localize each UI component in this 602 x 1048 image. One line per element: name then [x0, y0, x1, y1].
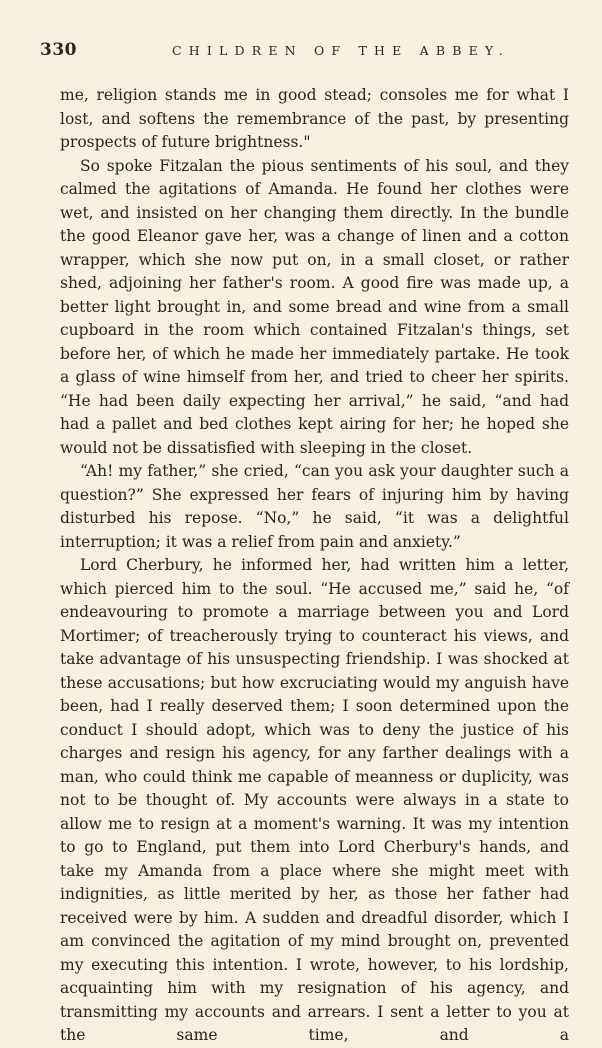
paragraph: me, religion stands me in good stead; consoles me for what I lost, and softens the remembrance of the past, by presenting prospects of future brightness."	[60, 86, 569, 151]
body-text	[60, 84, 569, 1048]
page-header	[40, 40, 570, 64]
paragraph: Lord Cherbury, he informed her, had written him a letter, which pierced him to the soul. “He accused me,” said he, “of endeavouring to promote a marriage between you and Lord Mortimer; of treacherously trying to counteract his views, and take advantage of his unsuspecting friendship. I was shocked at these accusations; but how excruciating would my anguish have been, had I really deserved them; I soon determined upon the conduct I should adopt, which was to deny the justice of his charges and resign his agency, for any farther dealings with a man, who could think me capable of meanness or duplicity, was not to be thought of. My accounts were always in a state to allow me to resign at a moment's warning. It was my intention to go to England, put them into Lord Cherbury's hands, and take my Amanda from a place where she might meet with indignities, as little merited by her, as those her father had received were by him. A sudden and dreadful disorder, which I am convinced the agitation of my mind brought on, prevented my executing this intention. I wrote, however, to his lordship, acquainting him with my resignation of his agency, and transmitting my accounts and arrears. I sent a letter to you at the same time, and a	[60, 556, 569, 1044]
running-title: CHILDREN OF THE ABBEY.	[172, 43, 510, 58]
page-number: 330	[40, 40, 77, 60]
paragraph: “Ah! my father,” she cried, “can you ask your daughter such a question?” She expressed her fears of injuring him by having disturbed his repose. “No,” he said, “it was a delightful interruption; it was a relief from pain and anxiety.”	[60, 462, 569, 551]
paragraph: So spoke Fitzalan the pious sentiments of his soul, and they calmed the agitations of Amanda. He found her clothes were wet, and insisted on her changing them directly. In the bundle the good Eleanor gave her, was a change of linen and a cotton wrapper, which she now put on, in a small closet, or rather shed, adjoining her father's room. A good fire was made up, a better light brought in, and some bread and wine from a small cupboard in the room which contained Fitzalan's things, set before her, of which he made her immediately partake. He took a glass of wine himself from her, and tried to cheer her spirits. “He had been daily expecting her arrival,” he said, “and had had a pallet and bed clothes kept airing for her; he hoped she would not be dissatisfied with sleeping in the closet.	[60, 156, 569, 457]
